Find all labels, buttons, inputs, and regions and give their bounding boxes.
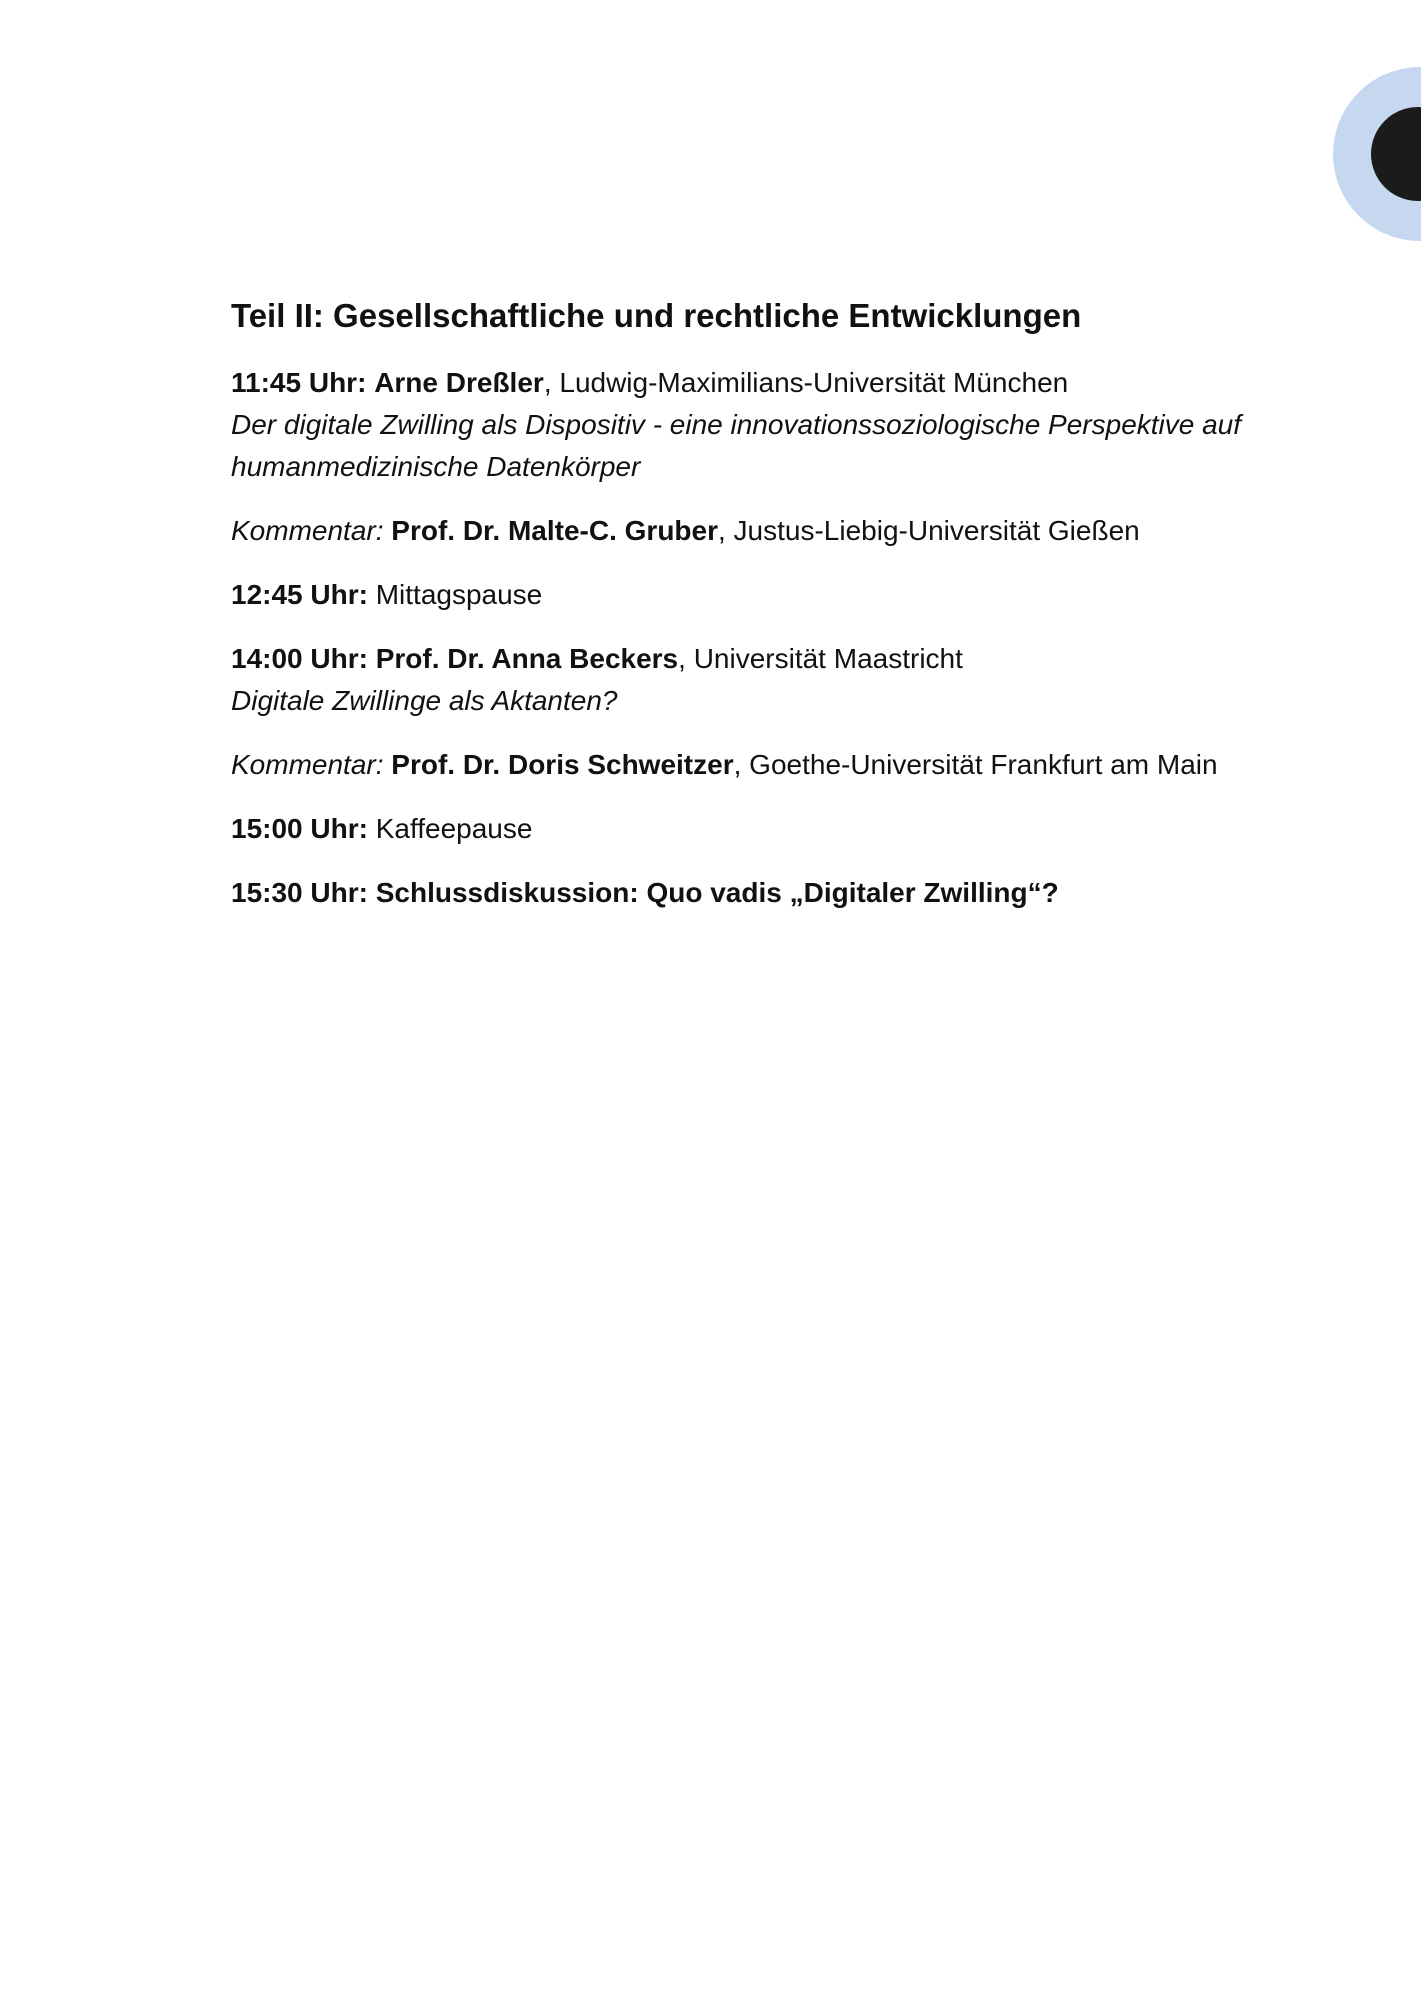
speaker-name: Prof. Dr. Anna Beckers bbox=[375, 643, 679, 674]
commentator-name: Prof. Dr. Doris Schweitzer bbox=[391, 749, 734, 780]
commentator-affiliation: , Goethe-Universität Frankfurt am Main bbox=[733, 749, 1218, 780]
speaker-name: Arne Dreßler bbox=[374, 367, 544, 398]
comment-entry-2 bbox=[231, 744, 1261, 786]
program-section bbox=[231, 292, 1261, 936]
comment-entry-1 bbox=[231, 510, 1261, 552]
break-label: Mittagspause bbox=[367, 579, 543, 610]
program-entry-1145 bbox=[231, 362, 1261, 488]
program-entry-1500 bbox=[231, 808, 1261, 850]
final-discussion-title: Schlussdiskussion: Quo vadis „Digitaler Zwilling“? bbox=[375, 877, 1059, 908]
commentator-affiliation: , Justus-Liebig-Universität Gießen bbox=[718, 515, 1140, 546]
program-entry-1400 bbox=[231, 638, 1261, 722]
program-entry-1245 bbox=[231, 574, 1261, 616]
entry-time: 12:45 Uhr: bbox=[231, 579, 368, 610]
talk-title: Digitale Zwillinge als Aktanten? bbox=[231, 685, 618, 716]
break-label: Kaffeepause bbox=[367, 813, 533, 844]
speaker-affiliation: , Ludwig-Maximilians-Universität München bbox=[543, 367, 1069, 398]
entry-time: 15:00 Uhr: bbox=[231, 813, 368, 844]
entry-time: 15:30 Uhr: bbox=[231, 877, 368, 908]
comment-label: Kommentar: bbox=[231, 515, 384, 546]
entry-time: 14:00 Uhr: bbox=[231, 643, 368, 674]
talk-title: Der digitale Zwilling als Dispositiv - eine innovationssoziologische Perspektive auf humanmedizinische Datenkörper bbox=[231, 409, 1242, 482]
commentator-name: Prof. Dr. Malte-C. Gruber bbox=[391, 515, 718, 546]
program-entry-1530 bbox=[231, 872, 1261, 914]
entry-time: 11:45 Uhr: bbox=[231, 367, 367, 398]
entry-header-line bbox=[231, 362, 1261, 404]
comment-label: Kommentar: bbox=[231, 749, 384, 780]
section-heading: Teil II: Gesellschaftliche und rechtliche Entwicklungen bbox=[231, 297, 1082, 334]
speaker-affiliation: , Universität Maastricht bbox=[678, 643, 963, 674]
entry-header-line bbox=[231, 638, 1261, 680]
